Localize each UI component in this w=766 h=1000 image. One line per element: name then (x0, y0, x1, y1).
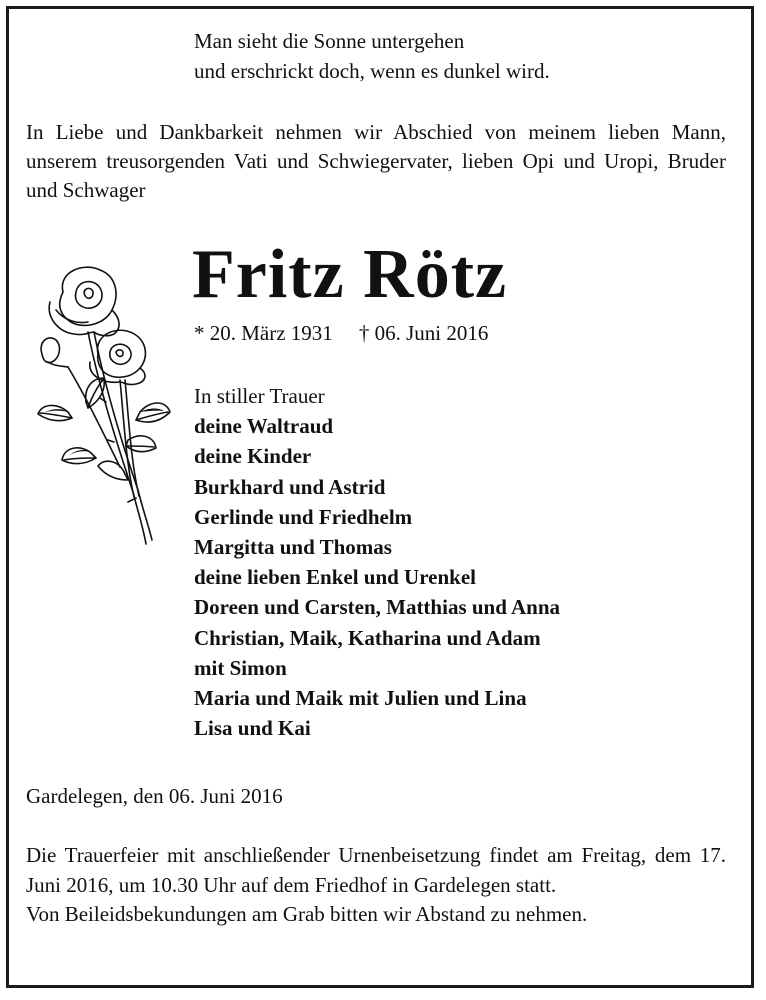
birth-date: * 20. März 1931 (194, 321, 333, 345)
deceased-name: Fritz Rötz (192, 236, 508, 313)
intro-paragraph: In Liebe und Dankbarkeit nehmen wir Abschied von meinem lieben Mann, unserem treusorgenden Vati und Schwiegervater, lieben Opi und Uropi, Bruder und Schwager (26, 120, 726, 202)
mourner-line: Maria und Maik mit Julien und Lina (194, 686, 527, 711)
mourner-line: Lisa und Kai (194, 716, 311, 741)
mourner-line: Doreen und Carsten, Matthias und Anna (194, 595, 561, 620)
mourner-line: Margitta und Thomas (194, 535, 392, 560)
life-dates (194, 318, 488, 348)
motto-line-1: Man sieht die Sonne untergehen (194, 29, 465, 53)
mourner-line: deine Waltraud (194, 414, 334, 439)
mourner-line: Gerlinde und Friedhelm (194, 504, 413, 529)
mourners-lead: In stiller Trauer (194, 384, 325, 408)
mourners-list (194, 381, 560, 743)
motto-quote (194, 26, 550, 86)
place-and-date: Gardelegen, den 06. Juni 2016 (26, 784, 283, 808)
mourner-line: deine Kinder (194, 444, 312, 469)
mourner-line: deine lieben Enkel und Urenkel (194, 565, 477, 590)
condolence-note: Von Beileidsbekundungen am Grab bitten wir Abstand zu nehmen. (26, 902, 588, 926)
mourner-line: mit Simon (194, 655, 287, 680)
mourner-line: Christian, Maik, Katharina und Adam (194, 625, 541, 650)
mourner-line: Burkhard und Astrid (194, 474, 386, 499)
funeral-text: Die Trauerfeier mit anschließender Urnenbeisetzung findet am Freitag, dem 17. Juni 2016, um 10.30 Uhr auf dem Friedhof in Gardelegen statt. (26, 843, 726, 897)
motto-line-2: und erschrickt doch, wenn es dunkel wird. (194, 59, 550, 83)
funeral-details (26, 841, 726, 930)
rose-illustration-icon (28, 262, 178, 552)
death-date: † 06. Juni 2016 (358, 321, 489, 345)
